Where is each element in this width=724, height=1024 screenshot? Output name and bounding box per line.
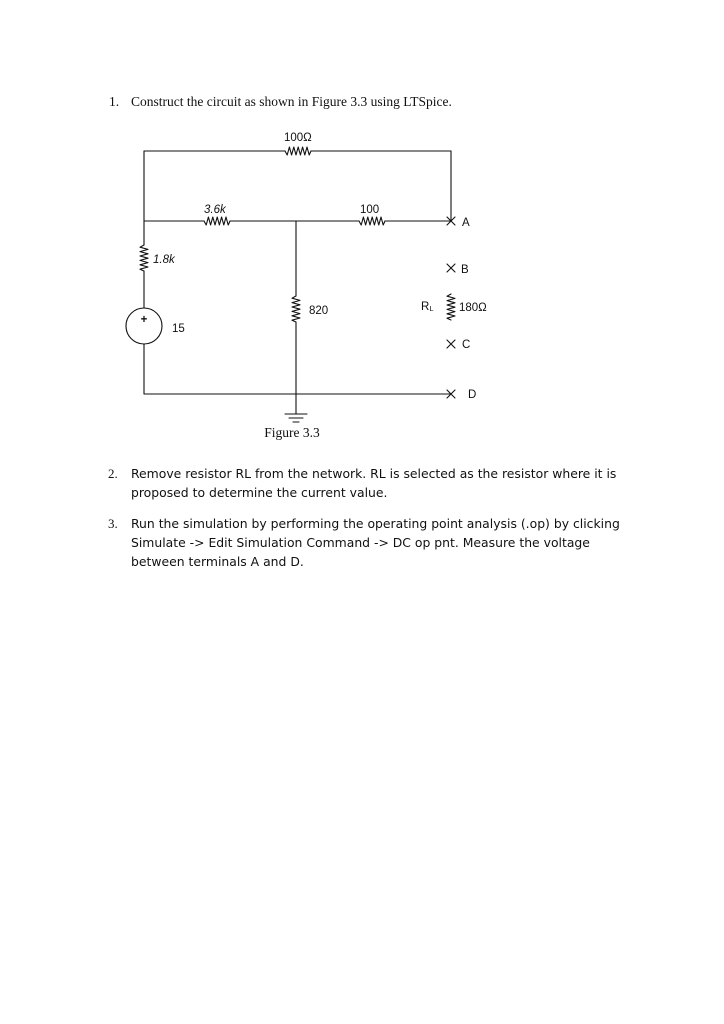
terminal-a-label: A (462, 217, 470, 229)
step-1-number: 1. (109, 94, 120, 109)
instruction-steps (108, 464, 628, 583)
label-r-top: 100Ω (284, 132, 312, 144)
step-2-number: 2. (108, 466, 118, 481)
resistor-820 (292, 296, 300, 322)
terminal-c-label: C (462, 339, 471, 351)
terminal-c-cross (447, 340, 455, 348)
figure-caption: Figure 3.3 (264, 425, 320, 440)
terminal-d-label: D (468, 389, 477, 401)
step-1 (109, 94, 452, 110)
terminal-b-cross (447, 264, 455, 272)
step-2 (108, 464, 628, 502)
step-2-text: Remove resistor RL from the network. RL is selected as the resistor where it is proposed to determine the current value. (131, 466, 617, 500)
ground-symbol (285, 414, 307, 422)
circuit-diagram (0, 120, 724, 450)
source-plus-sign: + (140, 314, 148, 326)
wire-left-bottom (144, 344, 451, 394)
label-r-1-8k: 1.8k (153, 254, 175, 266)
label-rl-name: RL (421, 301, 434, 313)
resistor-1-8k (140, 245, 148, 271)
resistor-top-100ohm (285, 147, 311, 155)
label-source-value: 15 (172, 323, 185, 335)
step-3 (108, 514, 628, 571)
resistor-rl-180ohm (447, 294, 455, 320)
step-3-text: Run the simulation by performing the operating point analysis (.op) by clicking Simulate -> Edit Simulation Command -> DC op pnt. Measure the voltage between terminals A and D. (131, 516, 620, 569)
resistor-100-mid (359, 217, 385, 225)
label-rl-value: 180Ω (459, 302, 487, 314)
label-r-3-6k: 3.6k (204, 204, 226, 216)
label-r-820: 820 (309, 305, 329, 317)
resistor-3-6k (204, 217, 230, 225)
step-1-text: Construct the circuit as shown in Figure 3.3 using LTSpice. (131, 94, 452, 109)
step-3-number: 3. (108, 516, 118, 531)
label-r-100-mid: 100 (360, 204, 380, 216)
terminal-b-label: B (461, 264, 469, 276)
